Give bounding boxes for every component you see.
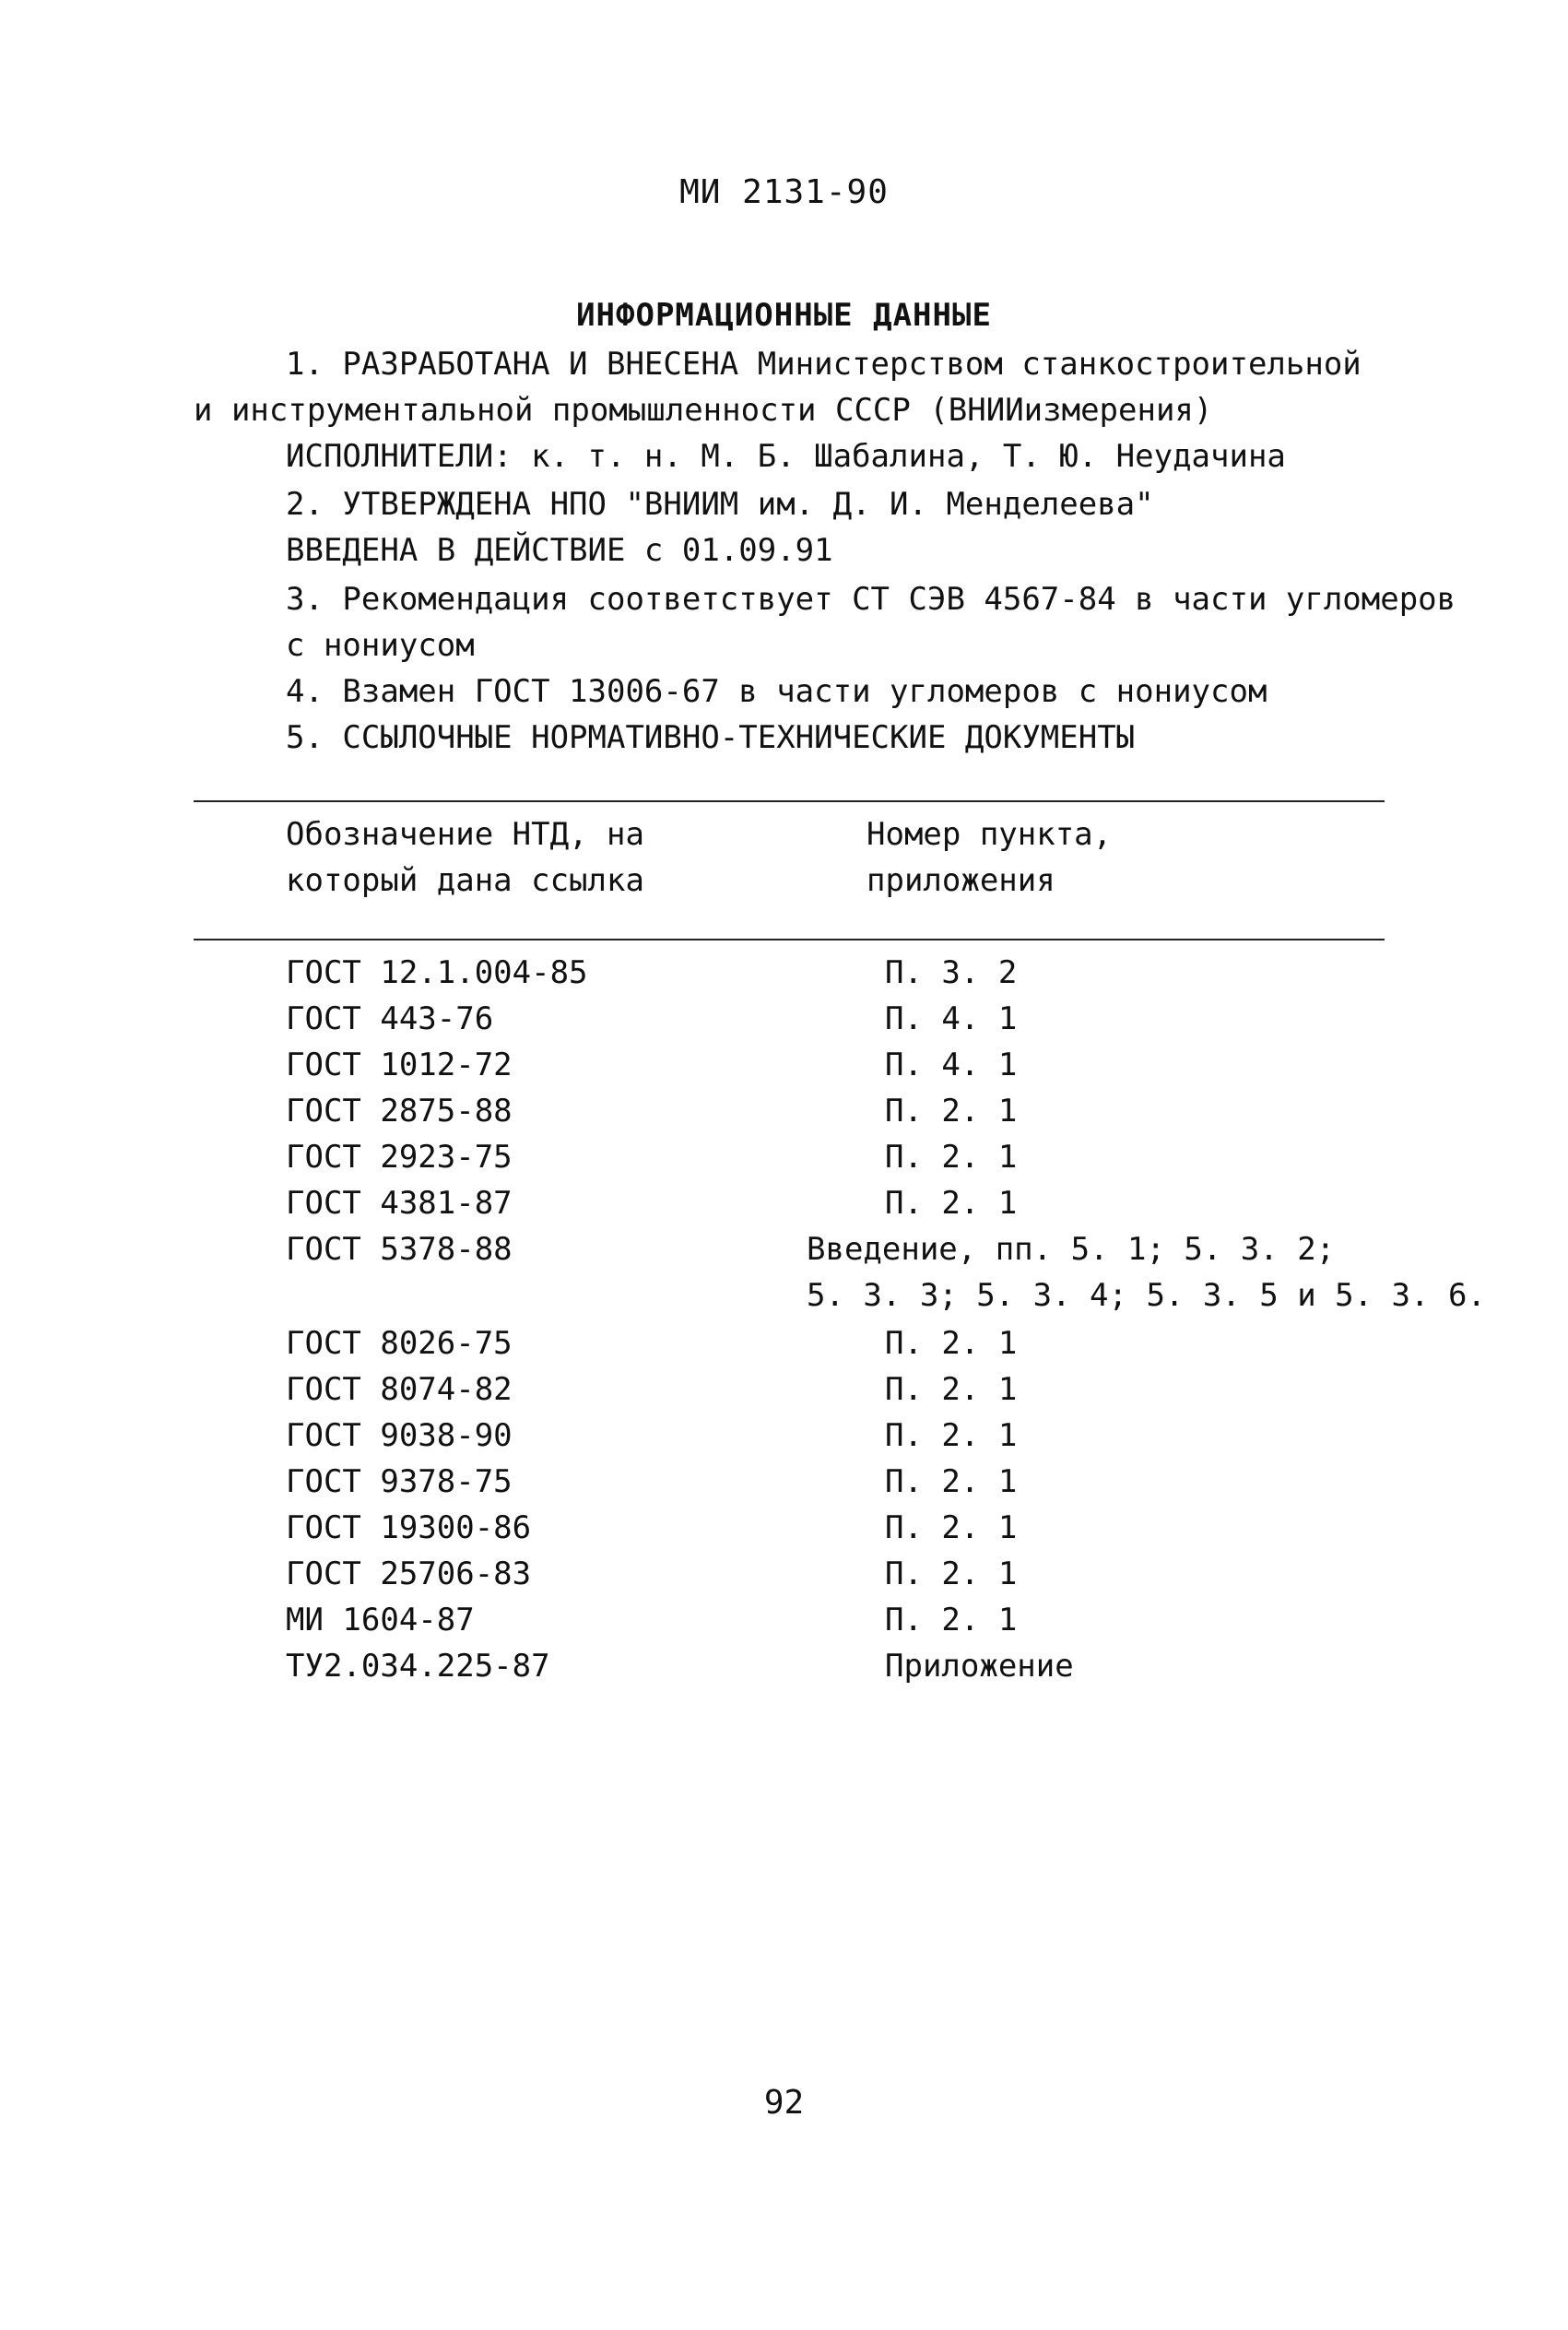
table-row <box>0 1134 1568 1180</box>
table-header-rule <box>194 939 1385 940</box>
table-cell-doc: ГОСТ 4381-87 <box>286 1185 513 1222</box>
table-cell-doc: ГОСТ 8074-82 <box>286 1371 513 1408</box>
table-row <box>0 1459 1568 1505</box>
table-cell-doc: ГОСТ 8026-75 <box>286 1325 513 1362</box>
document-code: МИ 2131-90 <box>679 173 889 211</box>
info-item-2: 2. УТВЕРЖДЕНА НПО "ВНИИМ им. Д. И. Менделеева" <box>286 486 1154 523</box>
table-cell-doc: ТУ2.034.225-87 <box>286 1648 550 1685</box>
table-cell-doc: ГОСТ 5378-88 <box>286 1231 513 1268</box>
table-cell-ref: П. 4. 1 <box>885 1000 1018 1037</box>
table-row <box>0 1413 1568 1459</box>
table-row <box>0 996 1568 1042</box>
info-effective-date: ВВЕДЕНА В ДЕЙСТВИЕ с 01.09.91 <box>286 532 833 569</box>
table-header-doc-line-2: который дана ссылка <box>286 862 644 899</box>
table-row <box>0 1505 1568 1551</box>
table-cell-doc: ГОСТ 9038-90 <box>286 1417 513 1454</box>
info-item-3-line-1: 3. Рекомендация соответствует СТ СЭВ 4567-84 в части угломеров <box>286 581 1456 618</box>
info-item-1-line-2: и инструментальной промышленности СССР (ВНИИизмерения) <box>194 392 1213 429</box>
info-item-4: 4. Взамен ГОСТ 13006-67 в части угломеров с нониусом <box>286 673 1267 710</box>
info-executors: ИСПОЛНИТЕЛИ: к. т. н. М. Б. Шабалина, Т. Ю. Неудачина <box>286 438 1286 475</box>
table-cell-doc: ГОСТ 19300-86 <box>286 1509 532 1546</box>
table-cell-ref: П. 2. 1 <box>885 1602 1018 1638</box>
info-item-1-line-1: 1. РАЗРАБОТАНА И ВНЕСЕНА Министерством станкостроительной <box>286 346 1362 383</box>
table-cell-ref: П. 2. 1 <box>885 1185 1018 1222</box>
table-row <box>0 1366 1568 1413</box>
table-cell-ref: П. 2. 1 <box>885 1139 1018 1176</box>
table-cell-ref: П. 2. 1 <box>885 1093 1018 1130</box>
table-row <box>0 1597 1568 1643</box>
table-cell-ref: 5. 3. 3; 5. 3. 4; 5. 3. 5 и 5. 3. 6. <box>807 1277 1486 1314</box>
table-top-rule <box>194 800 1385 802</box>
table-header-ref-line-1: Номер пункта, <box>867 816 1113 853</box>
table-header-doc-line-1: Обозначение НТД, на <box>286 816 644 853</box>
table-cell-doc: ГОСТ 25706-83 <box>286 1555 532 1592</box>
table-cell-doc: МИ 1604-87 <box>286 1602 475 1638</box>
table-cell-ref: П. 3. 2 <box>885 954 1018 991</box>
table-cell-ref: П. 2. 1 <box>885 1509 1018 1546</box>
table-row <box>0 1320 1568 1366</box>
table-cell-ref: П. 2. 1 <box>885 1555 1018 1592</box>
section-heading: ИНФОРМАЦИОННЫЕ ДАННЫЕ <box>576 297 992 334</box>
table-cell-doc: ГОСТ 2875-88 <box>286 1093 513 1130</box>
table-header-ref-line-2: приложения <box>867 862 1055 899</box>
table-row <box>0 1042 1568 1088</box>
table-cell-doc: ГОСТ 9378-75 <box>286 1463 513 1500</box>
table-cell-doc: ГОСТ 443-76 <box>286 1000 494 1037</box>
table-row <box>0 1088 1568 1134</box>
table-cell-doc: ГОСТ 1012-72 <box>286 1047 513 1083</box>
table-cell-ref: Введение, пп. 5. 1; 5. 3. 2; <box>807 1231 1336 1268</box>
table-row <box>0 1272 1568 1319</box>
table-cell-doc: ГОСТ 12.1.004-85 <box>286 954 588 991</box>
table-row <box>0 950 1568 996</box>
table-cell-ref: Приложение <box>885 1648 1074 1685</box>
table-row <box>0 1180 1568 1226</box>
table-cell-ref: П. 2. 1 <box>885 1371 1018 1408</box>
table-cell-ref: П. 2. 1 <box>885 1463 1018 1500</box>
page-number: 92 <box>763 2084 805 2122</box>
info-item-5: 5. ССЫЛОЧНЫЕ НОРМАТИВНО-ТЕХНИЧЕСКИЕ ДОКУМЕНТЫ <box>286 719 1136 756</box>
table-row <box>0 1643 1568 1689</box>
table-cell-ref: П. 2. 1 <box>885 1325 1018 1362</box>
table-row <box>0 1226 1568 1272</box>
info-item-3-line-2: с нониусом <box>286 627 475 664</box>
table-cell-ref: П. 4. 1 <box>885 1047 1018 1083</box>
table-row <box>0 1551 1568 1597</box>
table-cell-doc: ГОСТ 2923-75 <box>286 1139 513 1176</box>
table-cell-ref: П. 2. 1 <box>885 1417 1018 1454</box>
